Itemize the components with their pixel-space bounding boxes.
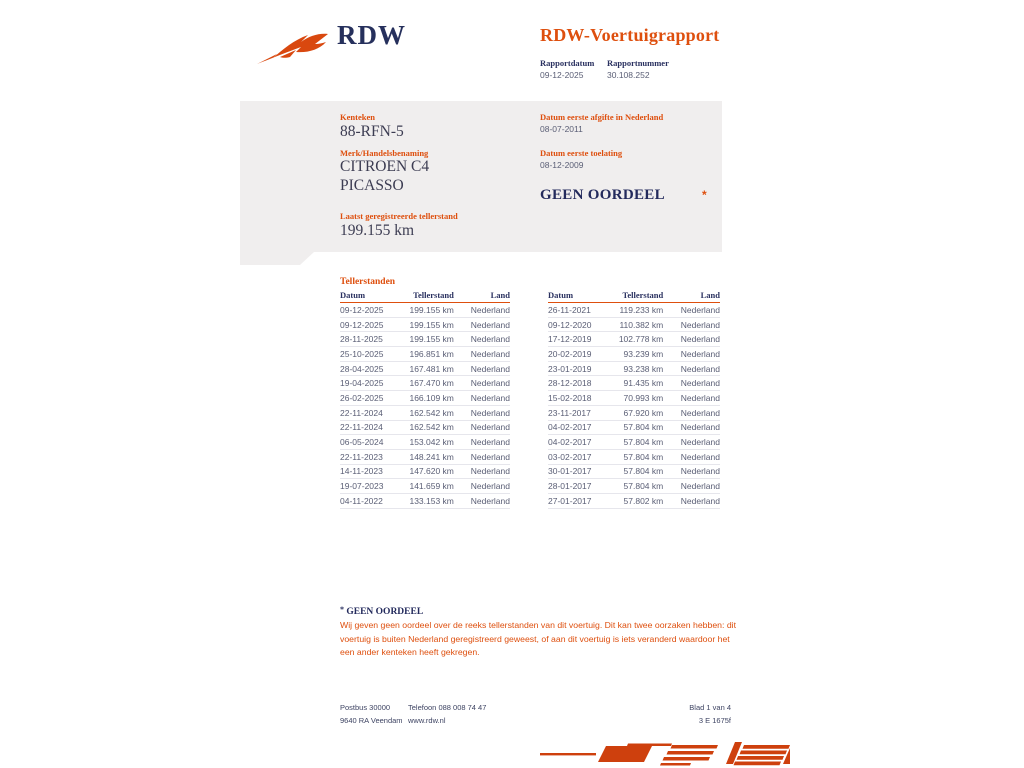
table-row — [548, 347, 720, 362]
tellerstanden-table-left — [340, 290, 510, 509]
footer-address — [340, 701, 403, 727]
cell-land: Nederland — [470, 466, 510, 477]
cell-tellerstand: 67.920 km — [623, 407, 664, 418]
footnote-asterisk: * — [340, 605, 344, 614]
footnote-body: Wij geven geen oordeel over de reeks tellerstanden van dit voertuig. Dit kan twee oorzaken hebben: dit voertuig is buiten Nederland geregistreerd geweest, of aan dit voertuig is iets veranderd waardoor het een ander kenteken heeft gekregen. — [340, 620, 737, 657]
cell-tellerstand: 102.778 km — [618, 334, 664, 345]
cell-tellerstand: 57.804 km — [623, 481, 664, 492]
cell-tellerstand: 57.804 km — [623, 466, 664, 477]
cell-datum: 19-04-2025 — [340, 378, 384, 389]
footer-website-link[interactable]: www.rdw.nl — [408, 716, 446, 725]
cell-datum: 03-02-2017 — [548, 451, 592, 462]
summary-box-tail — [240, 252, 314, 265]
cell-land: Nederland — [680, 392, 720, 403]
cell-datum: 22-11-2024 — [340, 422, 383, 433]
cell-land: Nederland — [470, 481, 510, 492]
oordeel-value: GEEN OORDEEL — [540, 187, 665, 203]
table-row — [340, 376, 510, 391]
report-title: RDW-Voertuigrapport — [540, 25, 720, 45]
cell-land: Nederland — [680, 451, 720, 462]
cell-land: Nederland — [680, 466, 720, 477]
table-row — [548, 465, 720, 480]
oordeel-asterisk: * — [702, 188, 707, 202]
cell-land: Nederland — [680, 481, 720, 492]
footer-address-line1: Postbus 30000 — [340, 703, 391, 712]
cell-tellerstand: 141.659 km — [409, 481, 454, 492]
cell-datum: 09-12-2025 — [340, 319, 384, 330]
cell-tellerstand: 57.804 km — [623, 422, 664, 433]
cell-datum: 23-11-2017 — [548, 407, 591, 418]
tellerstanden-title: Tellerstanden — [340, 277, 396, 287]
kenteken-value: 88-RFN-5 — [340, 123, 404, 140]
table-row — [548, 376, 720, 391]
table-row — [340, 494, 510, 509]
table-row — [340, 332, 510, 347]
cell-datum: 28-12-2018 — [548, 378, 592, 389]
column-header-datum: Datum — [340, 290, 366, 300]
cell-land: Nederland — [470, 378, 510, 389]
cell-land: Nederland — [680, 334, 720, 345]
cell-tellerstand: 57.804 km — [623, 437, 664, 448]
cell-datum: 04-02-2017 — [548, 437, 592, 448]
cell-land: Nederland — [470, 407, 510, 418]
cell-land: Nederland — [470, 319, 510, 330]
table-row — [548, 435, 720, 450]
table-row — [340, 391, 510, 406]
cell-tellerstand: 199.155 km — [409, 304, 454, 315]
cell-tellerstand: 162.542 km — [409, 422, 454, 433]
cell-tellerstand: 93.238 km — [623, 363, 664, 374]
cell-tellerstand: 162.542 km — [409, 407, 454, 418]
cell-tellerstand: 119.233 km — [619, 304, 664, 315]
footer-form-code: 3 E 1675f — [698, 716, 731, 725]
cell-datum: 26-02-2025 — [340, 392, 384, 403]
toelating-label: Datum eerste toelating — [540, 148, 623, 158]
table-row — [340, 406, 510, 421]
rdw-bird-logo-icon — [256, 26, 330, 68]
footnote-title — [340, 605, 423, 617]
table-row — [340, 435, 510, 450]
cell-datum: 04-02-2017 — [548, 422, 592, 433]
cell-tellerstand: 199.155 km — [409, 319, 454, 330]
rdw-speed-stripes-graphic-icon — [540, 740, 790, 768]
column-header-datum: Datum — [548, 290, 574, 300]
table-header — [548, 290, 720, 303]
table-row — [548, 318, 720, 333]
cell-land: Nederland — [470, 437, 510, 448]
cell-datum: 28-04-2025 — [340, 363, 384, 374]
table-row — [548, 406, 720, 421]
cell-tellerstand: 70.993 km — [623, 392, 664, 403]
cell-datum: 09-12-2020 — [548, 319, 592, 330]
cell-datum: 15-02-2018 — [548, 392, 592, 403]
cell-tellerstand: 57.804 km — [623, 451, 664, 462]
tellerstanden-table-right — [548, 290, 720, 509]
cell-land: Nederland — [680, 378, 720, 389]
cell-land: Nederland — [680, 319, 720, 330]
tellerstand-value: 199.155 km — [340, 222, 415, 239]
vehicle-summary-box — [240, 101, 722, 252]
cell-datum: 26-11-2021 — [548, 304, 591, 315]
cell-datum: 22-11-2023 — [340, 451, 383, 462]
cell-tellerstand: 196.851 km — [409, 348, 454, 359]
cell-tellerstand: 91.435 km — [623, 378, 664, 389]
column-header-land: Land — [490, 290, 510, 300]
cell-datum: 28-11-2025 — [340, 334, 383, 345]
cell-tellerstand: 133.153 km — [409, 495, 454, 506]
cell-tellerstand: 167.470 km — [409, 378, 454, 389]
cell-datum: 27-01-2017 — [548, 495, 592, 506]
merk-value: CITROEN C4 PICASSO — [340, 158, 430, 194]
table-header — [340, 290, 510, 303]
rdw-wordmark: RDW — [337, 20, 406, 50]
table-row — [340, 465, 510, 480]
cell-tellerstand: 147.620 km — [409, 466, 454, 477]
cell-datum: 25-10-2025 — [340, 348, 384, 359]
footer-phone: Telefoon 088 008 74 47 — [408, 703, 487, 712]
cell-land: Nederland — [470, 392, 510, 403]
cell-land: Nederland — [680, 363, 720, 374]
cell-tellerstand: 93.239 km — [623, 348, 664, 359]
merk-label: Merk/Handelsbenaming — [340, 148, 429, 158]
cell-datum: 19-07-2023 — [340, 481, 384, 492]
cell-tellerstand: 166.109 km — [409, 392, 454, 403]
column-header-tellerstand: Tellerstand — [413, 290, 454, 300]
cell-datum: 09-12-2025 — [340, 304, 384, 315]
column-header-tellerstand: Tellerstand — [622, 290, 664, 300]
cell-datum: 17-12-2019 — [548, 334, 592, 345]
afgifte-label: Datum eerste afgifte in Nederland — [540, 112, 664, 122]
cell-tellerstand: 148.241 km — [409, 451, 454, 462]
cell-land: Nederland — [470, 451, 510, 462]
cell-land: Nederland — [680, 495, 720, 506]
cell-land: Nederland — [680, 422, 720, 433]
cell-tellerstand: 153.042 km — [409, 437, 454, 448]
cell-land: Nederland — [470, 422, 510, 433]
table-row — [548, 494, 720, 509]
cell-land: Nederland — [470, 304, 510, 315]
footer-page-info — [631, 701, 731, 727]
cell-datum: 28-01-2017 — [548, 481, 592, 492]
cell-land: Nederland — [470, 495, 510, 506]
table-row — [548, 391, 720, 406]
report-date-label: Rapportdatum — [540, 58, 595, 68]
cell-datum: 14-11-2023 — [340, 466, 383, 477]
cell-datum: 22-11-2024 — [340, 407, 383, 418]
cell-tellerstand: 199.155 km — [409, 334, 454, 345]
kenteken-label: Kenteken — [340, 112, 375, 122]
table-row — [340, 362, 510, 377]
table-row — [340, 347, 510, 362]
table-row — [548, 450, 720, 465]
cell-tellerstand: 110.382 km — [619, 319, 664, 330]
cell-land: Nederland — [680, 407, 720, 418]
table-row — [548, 362, 720, 377]
table-row — [340, 318, 510, 333]
cell-land: Nederland — [470, 363, 510, 374]
table-row — [340, 421, 510, 436]
report-number-value: 30.108.252 — [607, 70, 650, 80]
table-row — [340, 479, 510, 494]
toelating-value: 08-12-2009 — [540, 160, 584, 170]
cell-land: Nederland — [680, 304, 720, 315]
cell-datum: 23-01-2019 — [548, 363, 592, 374]
footer-page-number: Blad 1 van 4 — [689, 703, 731, 712]
footnote-title-text: GEEN OORDEEL — [346, 607, 424, 617]
tellerstand-label: Laatst geregistreerde tellerstand — [340, 211, 458, 221]
report-date-value: 09-12-2025 — [540, 70, 584, 80]
cell-datum: 04-11-2022 — [340, 495, 383, 506]
afgifte-value: 08-07-2011 — [540, 124, 583, 134]
column-header-land: Land — [700, 290, 720, 300]
cell-land: Nederland — [470, 334, 510, 345]
table-row — [340, 303, 510, 318]
table-row — [548, 421, 720, 436]
cell-land: Nederland — [680, 437, 720, 448]
table-row — [548, 479, 720, 494]
cell-tellerstand: 167.481 km — [409, 363, 454, 374]
table-row — [548, 303, 720, 318]
cell-land: Nederland — [470, 348, 510, 359]
report-number-label: Rapportnummer — [607, 58, 669, 68]
table-row — [548, 332, 720, 347]
cell-datum: 30-01-2017 — [548, 466, 592, 477]
cell-land: Nederland — [680, 348, 720, 359]
cell-datum: 06-05-2024 — [340, 437, 384, 448]
footer-contact — [408, 701, 486, 727]
table-row — [340, 450, 510, 465]
footer-address-line2: 9640 RA Veendam — [340, 716, 403, 725]
cell-datum: 20-02-2019 — [548, 348, 592, 359]
cell-tellerstand: 57.802 km — [623, 495, 664, 506]
